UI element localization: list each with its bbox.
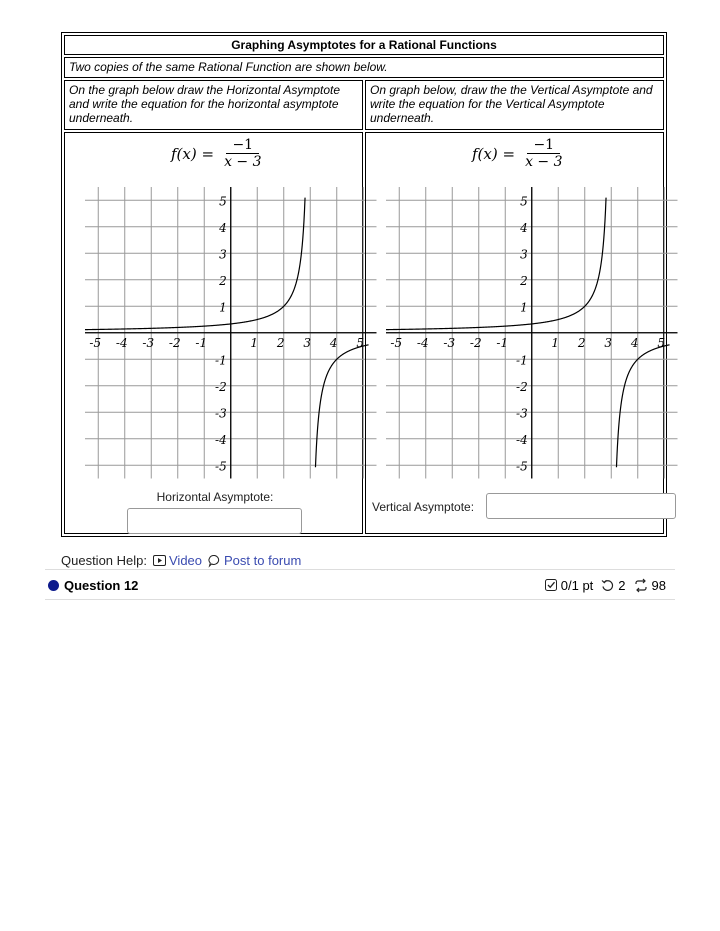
question-status-dot (48, 580, 59, 591)
post-to-forum-label: Post to forum (224, 553, 302, 568)
post-to-forum-link[interactable] (208, 553, 301, 568)
x-tick-label: 5 (356, 335, 365, 350)
x-tick-label: 2 (577, 335, 586, 350)
question-help-label: Question Help: (61, 553, 147, 568)
horizontal-asymptote-input[interactable] (127, 508, 302, 534)
y-tick-label: -4 (516, 432, 528, 447)
y-tick-label: 1 (520, 300, 528, 315)
x-tick-label: -5 (390, 335, 403, 350)
y-tick-label: 3 (219, 247, 227, 262)
worksheet-table (61, 32, 667, 537)
y-tick-label: 1 (219, 300, 227, 315)
x-tick-label: -1 (195, 335, 208, 350)
x-tick-label: -1 (496, 335, 509, 350)
divider (45, 569, 675, 570)
x-tick-label: -2 (469, 335, 482, 350)
x-tick-label: 2 (276, 335, 285, 350)
y-tick-label: -5 (215, 459, 227, 474)
formula-numerator: −1 (226, 137, 259, 154)
question-score: 0/1 pt (560, 577, 594, 593)
y-tick-label: 3 (520, 247, 528, 262)
formula-numerator: −1 (527, 137, 560, 154)
x-tick-label: -2 (168, 335, 181, 350)
y-tick-label: -3 (516, 406, 528, 421)
formula-fraction (220, 137, 265, 170)
y-tick-label: 2 (520, 273, 528, 288)
horizontal-asymptote-label: Horizontal Asymptote: (156, 490, 274, 504)
question-retries: 2 (618, 577, 626, 593)
formula-fraction (521, 137, 566, 170)
checkbox-icon (545, 579, 557, 591)
x-tick-label: 3 (604, 335, 613, 350)
formula-lhs: f(x) = (171, 144, 215, 163)
question-help (61, 553, 301, 568)
y-tick-label: -2 (215, 379, 227, 394)
formula-denominator: x − 3 (525, 154, 563, 170)
question-row[interactable] (48, 577, 666, 593)
right-instruction: On graph below, draw the the Vertical Asymptote and write the equation for the Vertical Asymptote underneath. (365, 80, 664, 130)
x-tick-label: -3 (142, 335, 155, 350)
right-graph-panel (365, 132, 664, 534)
retry-icon (601, 579, 614, 592)
y-tick-label: -3 (215, 406, 227, 421)
x-tick-label: -3 (443, 335, 456, 350)
x-tick-label: -4 (115, 335, 128, 350)
y-tick-label: 4 (219, 220, 227, 235)
right-formula (472, 137, 567, 170)
question-stats (545, 578, 666, 593)
x-tick-label: 1 (551, 335, 560, 350)
x-tick-label: 4 (630, 335, 639, 350)
right-graph[interactable] (376, 183, 666, 474)
y-tick-label: -1 (516, 353, 528, 368)
question-title: Question 12 (64, 577, 139, 593)
vertical-asymptote-label: Vertical Asymptote: (372, 500, 475, 514)
y-tick-label: 5 (219, 194, 227, 209)
video-icon (153, 555, 166, 566)
x-tick-label: 5 (657, 335, 666, 350)
attempts-icon (634, 579, 648, 592)
function-curve-left-branch (386, 198, 606, 330)
formula-lhs: f(x) = (472, 144, 516, 163)
left-formula (171, 137, 266, 170)
x-tick-label: -4 (416, 335, 429, 350)
function-curve-left-branch (85, 198, 305, 330)
y-tick-label: 2 (219, 273, 227, 288)
speech-bubble-icon (208, 554, 221, 567)
x-tick-label: 3 (303, 335, 312, 350)
x-tick-label: 4 (329, 335, 338, 350)
worksheet-subtitle: Two copies of the same Rational Function are shown below. (64, 57, 664, 78)
x-tick-label: 1 (250, 335, 259, 350)
y-tick-label: -5 (516, 459, 528, 474)
x-tick-label: -5 (89, 335, 102, 350)
y-tick-label: -1 (215, 353, 227, 368)
divider (45, 599, 675, 600)
left-instruction: On the graph below draw the Horizontal Asymptote and write the equation for the horizontal asymptote underneath. (64, 80, 363, 130)
left-graph-panel (64, 132, 363, 534)
left-graph[interactable] (75, 183, 365, 474)
formula-denominator: x − 3 (224, 154, 262, 170)
y-tick-label: 4 (520, 220, 528, 235)
question-attempts: 98 (651, 577, 666, 593)
video-link-label: Video (169, 553, 203, 568)
video-link[interactable] (153, 553, 202, 568)
y-tick-label: 5 (520, 194, 528, 209)
function-curve-right-branch (315, 345, 368, 467)
y-tick-label: -4 (215, 432, 227, 447)
y-tick-label: -2 (516, 379, 528, 394)
vertical-asymptote-input[interactable] (486, 493, 676, 519)
function-curve-right-branch (616, 345, 669, 467)
worksheet-frame (61, 32, 664, 542)
worksheet-title: Graphing Asymptotes for a Rational Functions (64, 35, 664, 55)
